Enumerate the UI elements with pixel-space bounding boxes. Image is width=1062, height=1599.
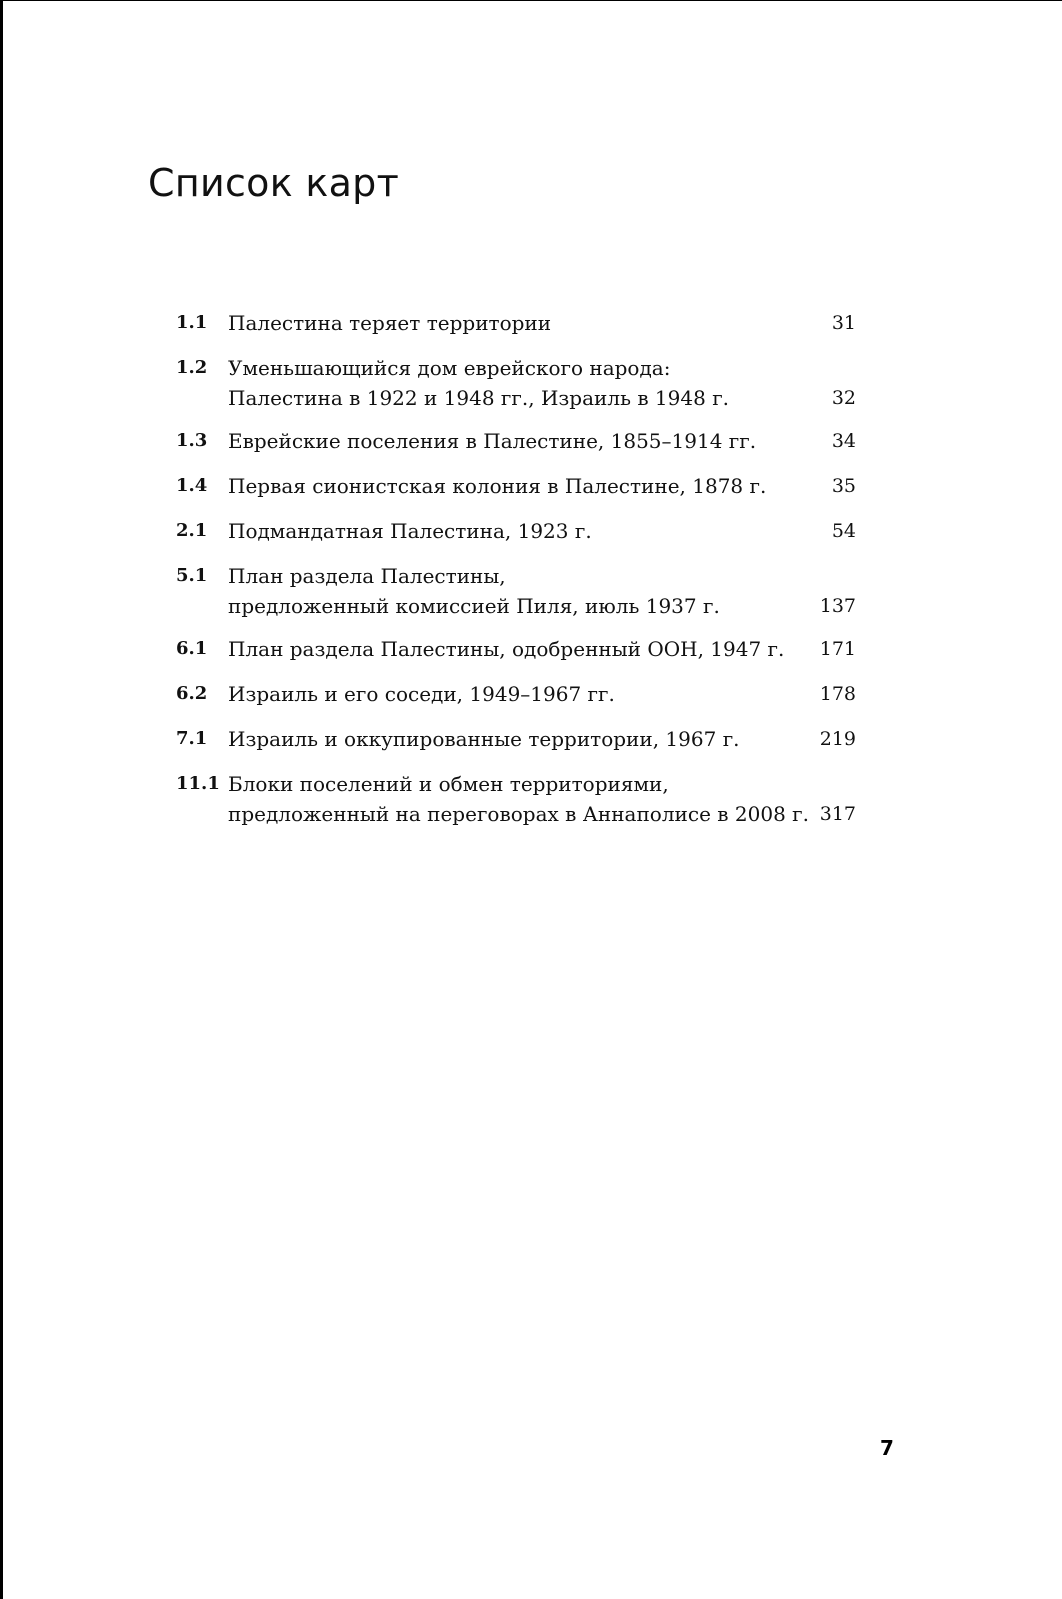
map-page-number: 178 [819,683,856,705]
map-title-line: План раздела Палестины, [228,564,506,588]
map-title-line: План раздела Палестины, одобренный ООН, 1947 г. [228,637,785,661]
map-page-number: 31 [831,312,856,334]
map-number: 1.2 [176,357,208,378]
map-list-item [176,634,856,664]
map-number: 6.2 [176,683,208,704]
map-title-line: Палестина теряет территории [228,311,552,335]
map-title [228,634,820,664]
map-list-item [176,724,856,754]
map-title [228,308,832,338]
map-list-item [176,353,856,413]
map-number: 5.1 [176,565,208,586]
map-page-number: 34 [831,430,856,452]
map-title [228,679,820,709]
page-number: 7 [880,1436,894,1460]
map-title-line: предложенный на переговорах в Аннаполисе в 2008 г. [228,802,809,826]
map-number: 11.1 [176,773,220,794]
map-number: 1.4 [176,475,208,496]
map-list-item [176,769,856,829]
map-title-line: Израиль и его соседи, 1949–1967 гг. [228,682,615,706]
map-list-item [176,308,856,338]
map-title-line: предложенный комиссией Пиля, июль 1937 г. [228,594,720,618]
map-title-line: Израиль и оккупированные территории, 1967 г. [228,727,740,751]
map-list [176,308,856,842]
map-number: 7.1 [176,728,208,749]
map-list-item [176,561,856,621]
page-left-edge [0,0,3,1599]
map-number: 6.1 [176,638,208,659]
map-title [228,769,820,829]
map-title-line: Еврейские поселения в Палестине, 1855–1914 гг. [228,429,757,453]
map-page-number: 35 [831,475,856,497]
map-page-number: 171 [819,638,856,660]
map-title-line: Уменьшающийся дом еврейского народа: [228,356,671,380]
map-title [228,516,832,546]
map-title-line: Подмандатная Палестина, 1923 г. [228,519,592,543]
map-list-item [176,426,856,456]
map-page-number: 137 [819,595,856,617]
map-title-line: Первая сионистская колония в Палестине, 1878 г. [228,474,767,498]
map-page-number: 32 [831,387,856,409]
map-title [228,724,820,754]
map-title [228,353,832,413]
map-list-item [176,516,856,546]
map-title-line: Палестина в 1922 и 1948 гг., Израиль в 1948 г. [228,386,730,410]
map-page-number: 54 [831,520,856,542]
map-number: 2.1 [176,520,208,541]
page-title: Список карт [148,161,400,205]
map-title [228,471,832,501]
map-title [228,561,820,621]
map-page-number: 317 [819,803,856,825]
map-number: 1.3 [176,430,208,451]
map-list-item [176,471,856,501]
map-number: 1.1 [176,312,208,333]
map-title [228,426,832,456]
map-page-number: 219 [819,728,856,750]
page-top-edge [0,0,1062,1]
map-title-line: Блоки поселений и обмен территориями, [228,772,669,796]
map-list-item [176,679,856,709]
